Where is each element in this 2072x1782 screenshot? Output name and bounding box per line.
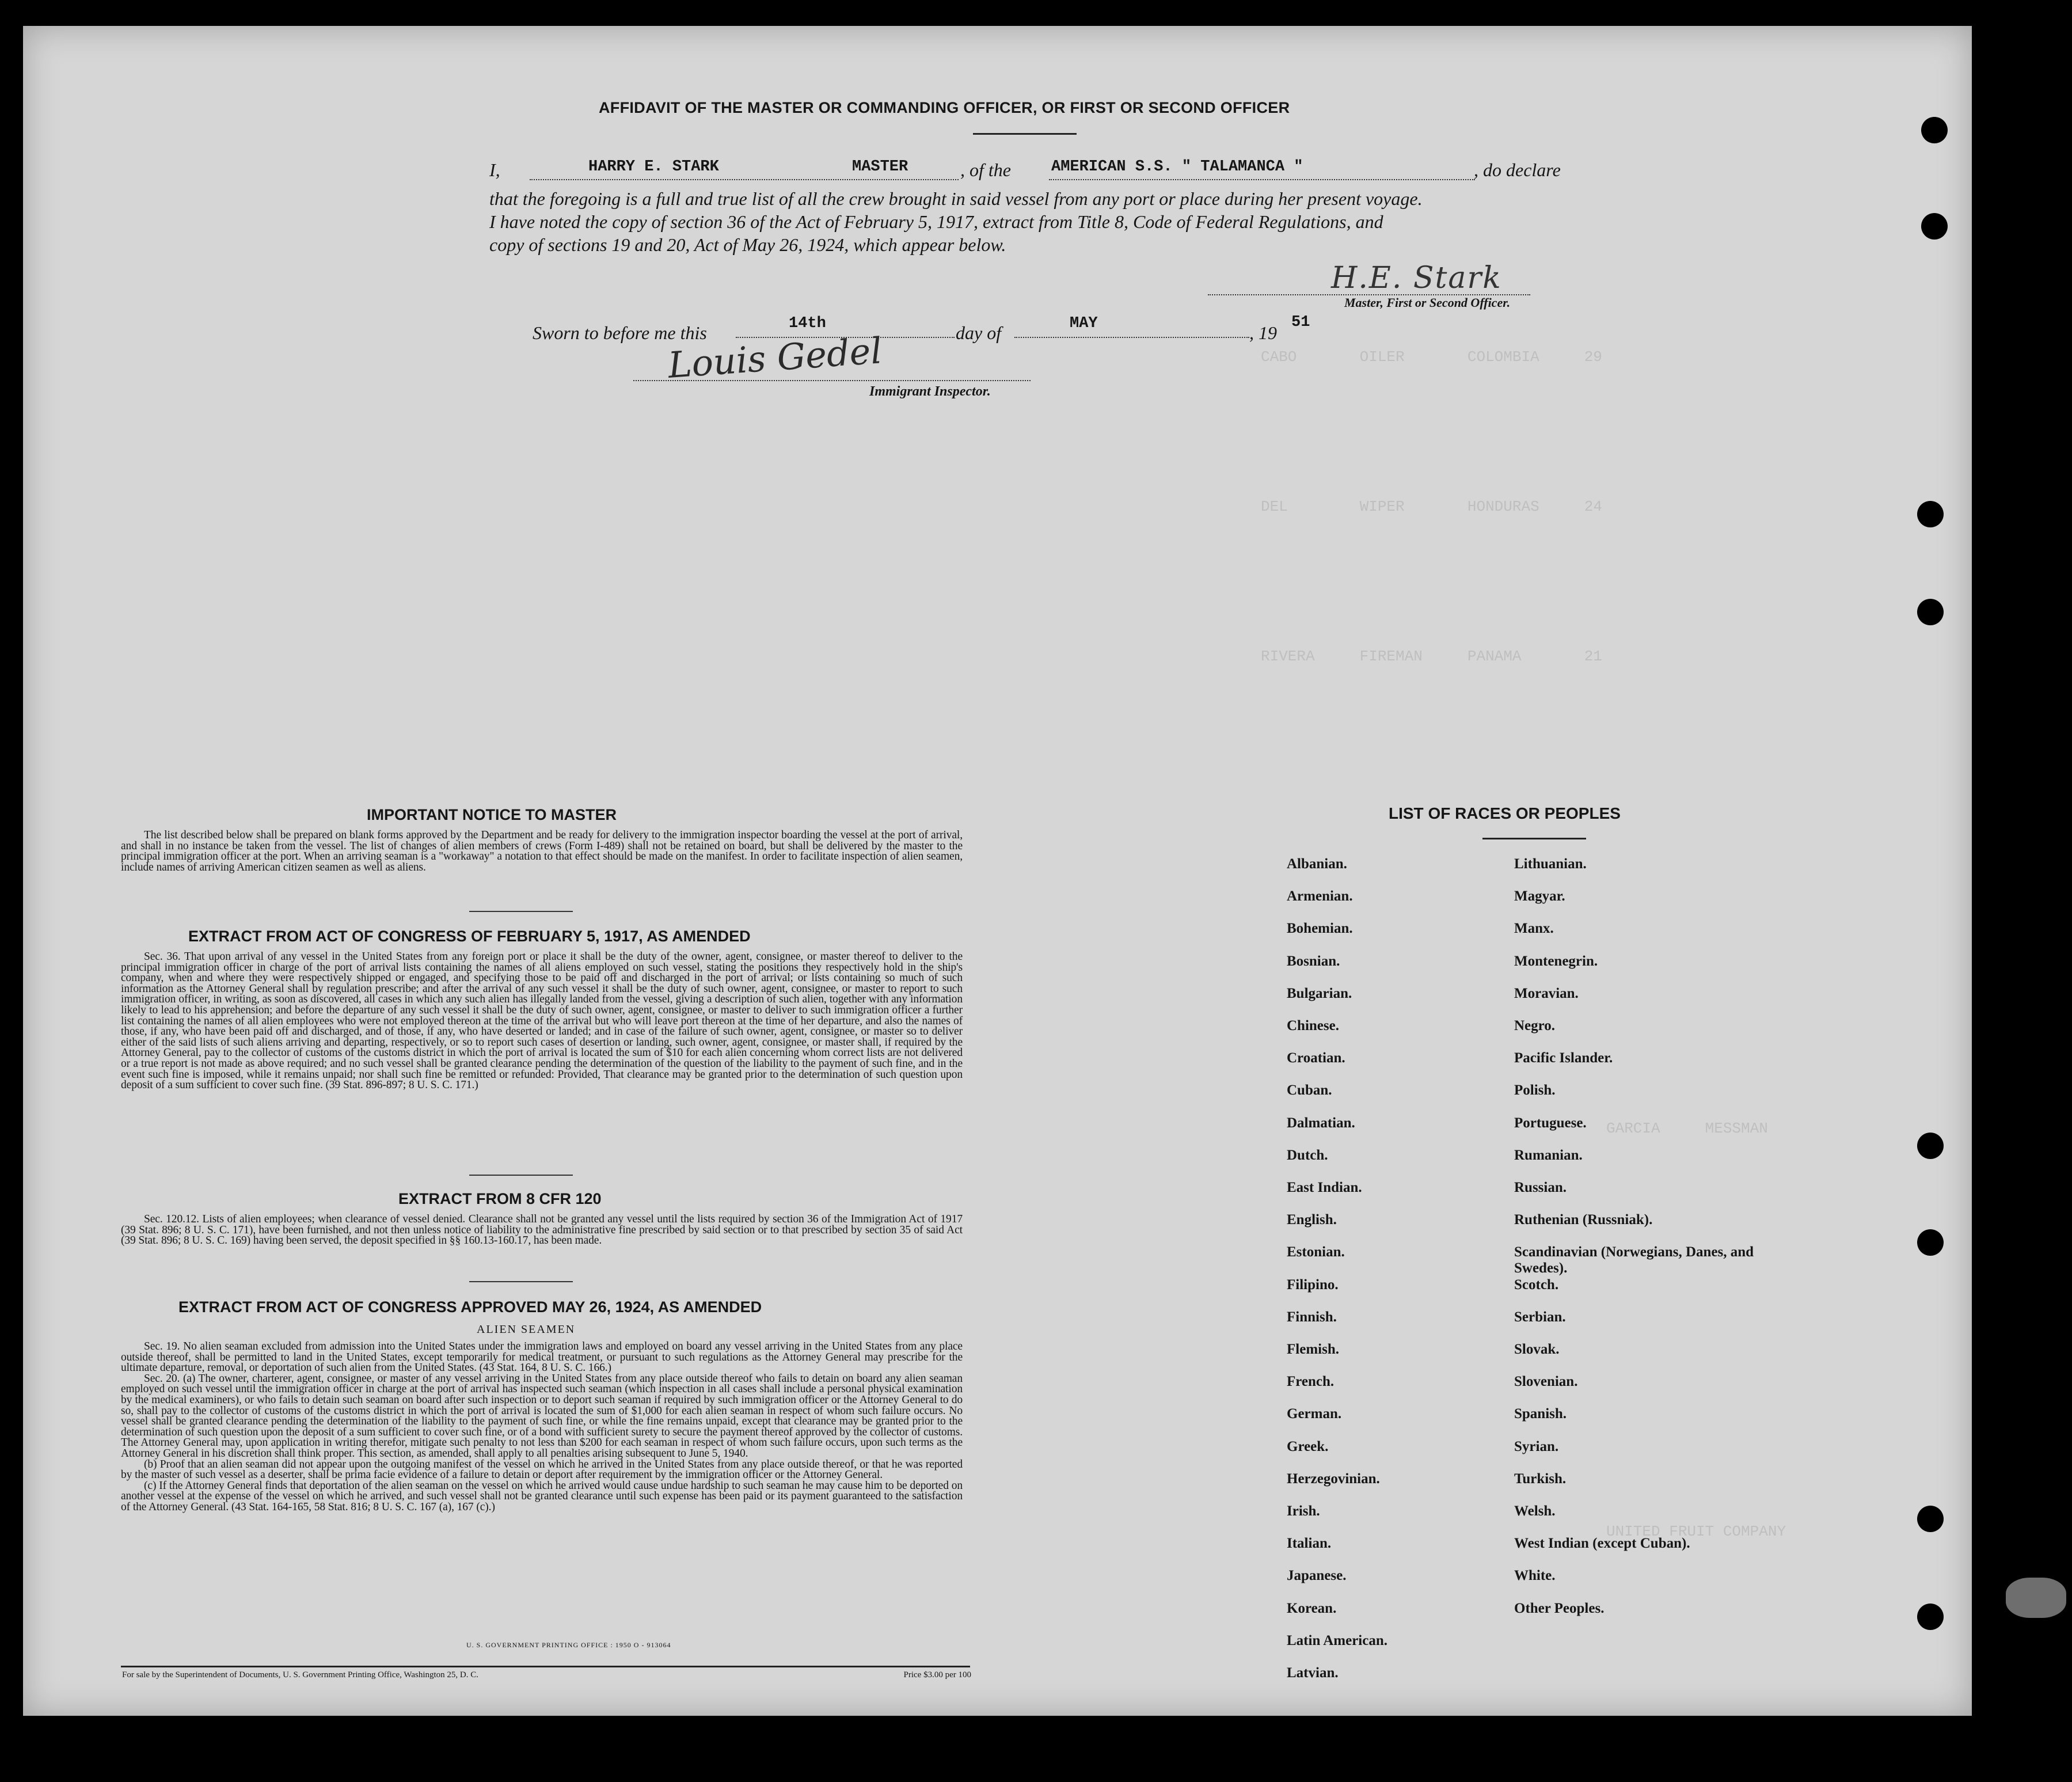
master-signature-caption: Master, First or Second Officer. xyxy=(1344,295,1511,310)
race-item: Greek. xyxy=(1287,1438,1329,1454)
notice-title: IMPORTANT NOTICE TO MASTER xyxy=(367,806,617,823)
sworn-year: 51 xyxy=(1291,314,1310,331)
race-item: Welsh. xyxy=(1514,1503,1556,1519)
race-item: Bosnian. xyxy=(1287,953,1340,969)
footer-price: Price $3.00 per 100 xyxy=(903,1670,971,1680)
section-20b-paragraph: (b) Proof that an alien seaman did not appear upon the outgoing manifest of the vessel on which he arrived in the United States from any place outside thereof, or that he was reported by the master of such vessel as a deserter, shall be prima facie evidence of a failure to detain or deport after requirement by the immigration officer or the Attorney General. xyxy=(121,1458,963,1481)
race-item: Flemish. xyxy=(1287,1342,1339,1357)
race-item: Polish. xyxy=(1514,1082,1556,1099)
extract-1924-text xyxy=(121,1342,963,1513)
punch-hole xyxy=(1917,501,1944,527)
race-item: English. xyxy=(1287,1212,1337,1228)
extract-cfr-text xyxy=(121,1214,963,1247)
statement-line-1: that the foregoing is a full and true list of all the crew brought in said vessel from any port or place during her present voyage. xyxy=(489,188,1423,209)
extract-cfr-title: EXTRACT FROM 8 CFR 120 xyxy=(398,1190,602,1207)
race-item: Herzegovinian. xyxy=(1287,1471,1380,1487)
race-item: Ruthenian (Russniak). xyxy=(1514,1212,1653,1228)
race-item: Irish. xyxy=(1287,1503,1320,1519)
race-item: Pacific Islander. xyxy=(1514,1050,1613,1066)
inspector-signature: Louis Gedel xyxy=(666,329,884,386)
race-item: Slovak. xyxy=(1514,1342,1560,1357)
section-rule xyxy=(469,1281,573,1282)
sworn-day: 14th xyxy=(789,315,826,332)
race-item: Moravian. xyxy=(1514,985,1579,1001)
scanner-artifact xyxy=(2006,1578,2066,1618)
race-item: Dutch. xyxy=(1287,1147,1328,1163)
race-item: German. xyxy=(1287,1406,1342,1422)
extract-1924-title: EXTRACT FROM ACT OF CONGRESS APPROVED MAY 26, 1924, AS AMENDED xyxy=(178,1298,762,1316)
race-item: Estonian. xyxy=(1287,1244,1345,1260)
race-item: Armenian. xyxy=(1287,888,1353,905)
year-prefix: , 19 xyxy=(1249,322,1277,343)
race-item: Latin American. xyxy=(1287,1632,1387,1648)
vessel-name: AMERICAN S.S. " TALAMANCA " xyxy=(1051,158,1303,176)
bleed-through-text: UNITED FRUIT COMPANY xyxy=(1606,1523,1786,1540)
notice-text xyxy=(121,830,963,873)
bleed-through-text: RIVERA FIREMAN PANAMA 21 xyxy=(1261,648,1602,665)
race-item: Croatian. xyxy=(1287,1050,1345,1066)
punch-hole xyxy=(1917,599,1944,625)
inspector-caption: Immigrant Inspector. xyxy=(869,384,991,399)
sworn-month: MAY xyxy=(1070,315,1098,332)
race-item: Rumanian. xyxy=(1514,1147,1583,1163)
race-item: Slovenian. xyxy=(1514,1374,1578,1390)
extract-1917-title: EXTRACT FROM ACT OF CONGRESS OF FEBRUARY 5, 1917, AS AMENDED xyxy=(188,928,751,945)
master-name: HARRY E. STARK xyxy=(588,158,719,176)
master-rank: MASTER xyxy=(852,158,908,176)
race-item: Scandinavian (Norwegians, Danes, and Swedes). xyxy=(1514,1244,1754,1276)
race-item: Bulgarian. xyxy=(1287,985,1352,1001)
affidavit-title: AFFIDAVIT OF THE MASTER OR COMMANDING OFFICER, OR FIRST OR SECOND OFFICER xyxy=(599,99,1290,116)
section-36-paragraph: Sec. 36. That upon arrival of any vessel in the United States from any foreign port or place it shall be the duty of the owner, agent, consignee, or master thereof to deliver to the principal immigration officer in charge of the port of arrival lists containing the names of all aliens employed on such vessel, stating the positions they respectively hold in the ship's company, when and where they were respectively shipped or engaged, and specifying those to be paid off and discharged in the port of arrival; or lists containing so much of such information as the Attorney General shall by regulation prescribe; and after the arrival of any such vessel it shall be the duty of such owner, agent, consignee, or master to report to such immigration officer, in writing, as soon as discovered, all cases in which any such alien has illegally landed from the vessel, giving a description of such alien, together with any information likely to lead to his apprehension; and before the departure of any such vessel it shall be the duty of such owner, agent, consignee, or master to deliver to such immigration officer a further list containing the names of all alien employees who were not employed thereon at the time of the arrival but who will leave port thereon at the time of her departure, and also the names of those, if any, who have been paid off and discharged, and of those, if any, who have deserted or landed; and in case of the failure of such owner, agent, consignee, or master so to deliver either of the said lists of such aliens arriving and departing, respectively, or so to report such cases of desertion or landing, such owner, agent, consignee, or master shall, if required by the Attorney General, pay to the collector of customs of the customs district in which the port of arrival is located the sum of $10 for each alien concerning whom correct lists are not delivered or a true report is not made as above required; and no such vessel shall be granted clearance pending the determination of the question of the liability to the payment of such fine, and in the event such fine is imposed, while it remains unpaid; nor shall such fine be remitted or refunded: Provided, That clearance may be granted prior to the determination of such question upon deposit of a sum sufficient to cover such fine. (39 Stat. 896-897; 8 U. S. C. 171.) xyxy=(121,951,963,1092)
race-item: Japanese. xyxy=(1287,1568,1347,1584)
race-item: Negro. xyxy=(1514,1018,1556,1034)
punch-hole xyxy=(1917,1506,1944,1532)
race-item: Korean. xyxy=(1287,1600,1337,1616)
of-the-label: , of the xyxy=(960,159,1011,180)
race-item: Other Peoples. xyxy=(1514,1600,1605,1616)
punch-hole xyxy=(1921,117,1948,143)
declaration-line xyxy=(489,159,500,181)
vessel-blank-line xyxy=(1049,179,1475,180)
race-item: Albanian. xyxy=(1287,856,1347,872)
race-item: Syrian. xyxy=(1514,1438,1559,1454)
month-blank-line xyxy=(1014,337,1249,338)
sworn-label: Sworn to before me this xyxy=(533,322,707,343)
day-of-label: day of xyxy=(956,322,1002,343)
footer-sale-notice: For sale by the Superintendent of Documents, U. S. Government Printing Office, Washington 25, D. C. xyxy=(122,1670,478,1680)
races-rule xyxy=(1482,838,1586,839)
race-item: Bohemian. xyxy=(1287,921,1353,937)
race-item: Chinese. xyxy=(1287,1018,1339,1034)
statement-line-3: copy of sections 19 and 20, Act of May 26, 1924, which appear below. xyxy=(489,234,1006,255)
alien-seamen-subtitle: ALIEN SEAMEN xyxy=(477,1323,576,1336)
race-item: Cuban. xyxy=(1287,1082,1332,1099)
race-item: East Indian. xyxy=(1287,1180,1362,1195)
race-item: Italian. xyxy=(1287,1536,1332,1552)
bleed-through-text: DEL WIPER HONDURAS 24 xyxy=(1261,498,1602,515)
footer xyxy=(122,1670,971,1680)
race-item: Latvian. xyxy=(1287,1665,1339,1681)
section-rule xyxy=(469,911,573,912)
i-label: I, xyxy=(489,159,500,180)
footer-rule xyxy=(121,1666,970,1667)
race-item: Filipino. xyxy=(1287,1276,1339,1293)
race-item: French. xyxy=(1287,1374,1335,1390)
bleed-through-text: CABO OILER COLOMBIA 29 xyxy=(1261,348,1602,366)
race-item: Montenegrin. xyxy=(1514,953,1598,969)
affidavit-page xyxy=(23,26,1972,1716)
do-declare-label: , do declare xyxy=(1474,159,1561,180)
race-item: Dalmatian. xyxy=(1287,1115,1355,1131)
section-19-paragraph: Sec. 19. No alien seaman excluded from admission into the United States under the immigration laws and employed on board any vessel arriving in the United States from any place outside thereof, shall be permitted to land in the United States, except temporarily for medical treatment, or pursuant to such regulations as the Attorney General may prescribe for the ultimate departure, removal, or deportation of such alien from the United States. (43 Stat. 164, 8 U. S. C. 166.) xyxy=(121,1340,963,1374)
race-item: Serbian. xyxy=(1514,1309,1566,1325)
master-signature: H.E. Stark xyxy=(1331,261,1502,295)
punch-hole xyxy=(1917,1604,1944,1630)
statement-line-2: I have noted the copy of section 36 of the Act of February 5, 1917, extract from Title 8, Code of Federal Regulations, and xyxy=(489,211,1383,232)
race-item: Manx. xyxy=(1514,921,1554,937)
inspector-signature-line xyxy=(633,380,1031,381)
race-item: West Indian (except Cuban). xyxy=(1514,1536,1690,1552)
notice-paragraph: The list described below shall be prepared on blank forms approved by the Department and be ready for delivery to the immigration inspector boarding the vessel at the port of arrival, and shall in no instance be taken from the vessel. The list of changes of alien members of crews (Form I-489) shall not be retained on board, but shall be delivered by the master to the principal immigration officer at the port. When an arriving seaman is a "workaway" a notation to that effect should be made on the manifest. In order to facilitate inspection of alien seamen, include names of arriving American citizen seamen as well as aliens. xyxy=(121,829,963,873)
race-item: Portuguese. xyxy=(1514,1115,1587,1131)
punch-hole xyxy=(1917,1229,1944,1256)
section-rule xyxy=(469,1175,573,1176)
race-item: White. xyxy=(1514,1568,1556,1584)
race-item: Magyar. xyxy=(1514,888,1565,905)
title-rule xyxy=(973,133,1077,135)
punch-hole xyxy=(1921,213,1948,240)
section-20a-paragraph: Sec. 20. (a) The owner, charterer, agent, consignee, or master of any vessel arriving in the United States from any place outside thereof who fails to detain on board any alien seaman employed on such vessel until the immigration officer in charge at the port of arrival has inspected such seaman (which inspection in all cases shall include a personal physical examination by the medical examiners), or who fails to detain such seaman on board after such inspection or to deport such seaman if required by such immigration officer or the Attorney General to do so, shall pay to the collector of customs of the customs district in which the port of arrival is located the sum of $1,000 for each alien seaman in respect of whom such failure occurs. No vessel shall be granted clearance pending the determination of the liability to the payment of such fine, or while the fine remains unpaid, except that clearance may be granted prior to the determination of such question upon the deposit of a sum sufficient to cover such fine, or of a bond with sufficient surety to secure the payment thereof approved by the collector of customs. The Attorney General may, upon application in writing therefor, mitigate such penalty to not less than $200 for each seaman in respect of whom such failure occurs, upon such terms as the Attorney General in his discretion shall think proper. This section, as amended, shall apply to all penalties arising subsequent to June 5, 1940. xyxy=(121,1372,963,1460)
race-item: Spanish. xyxy=(1514,1406,1567,1422)
name-blank-line xyxy=(530,179,959,180)
race-item: Russian. xyxy=(1514,1180,1567,1195)
race-item: Finnish. xyxy=(1287,1309,1337,1325)
race-item: Scotch. xyxy=(1514,1276,1559,1293)
section-120-paragraph: Sec. 120.12. Lists of alien employees; when clearance of vessel denied. Clearance shall not be granted any vessel until the lists required by section 36 of the Immigration Act of 1917 (39 Stat. 896; 8 U. S. C. 171), have been furnished, and not then unless notice of liability to the administrative fine prescribed by said section or to that prescribed by section 35 of said Act (39 Stat. 896; 8 U. S. C. 169) having been served, the deposit specified in §§ 160.13-160.17, has been made. xyxy=(121,1213,963,1247)
bleed-through-text: GARCIA MESSMAN xyxy=(1606,1120,1768,1137)
extract-1917-text xyxy=(121,952,963,1091)
races-title: LIST OF RACES OR PEOPLES xyxy=(1389,804,1621,822)
punch-hole xyxy=(1917,1133,1944,1159)
race-item: Lithuanian. xyxy=(1514,856,1587,872)
gpo-imprint: U. S. GOVERNMENT PRINTING OFFICE : 1950 O - 913064 xyxy=(466,1641,671,1649)
race-item: Turkish. xyxy=(1514,1471,1567,1487)
section-20c-paragraph: (c) If the Attorney General finds that deportation of the alien seaman on the vessel on which he arrived would cause undue hardship to such seaman he may cause him to be deported on another vessel at the expense of the vessel on which he arrived, and such vessel shall not be granted clearance until such expense has been paid or its payment guaranteed to the satisfaction of the Attorney General. (43 Stat. 164-165, 58 Stat. 816; 8 U. S. C. 167 (a), 167 (c).) xyxy=(121,1479,963,1513)
